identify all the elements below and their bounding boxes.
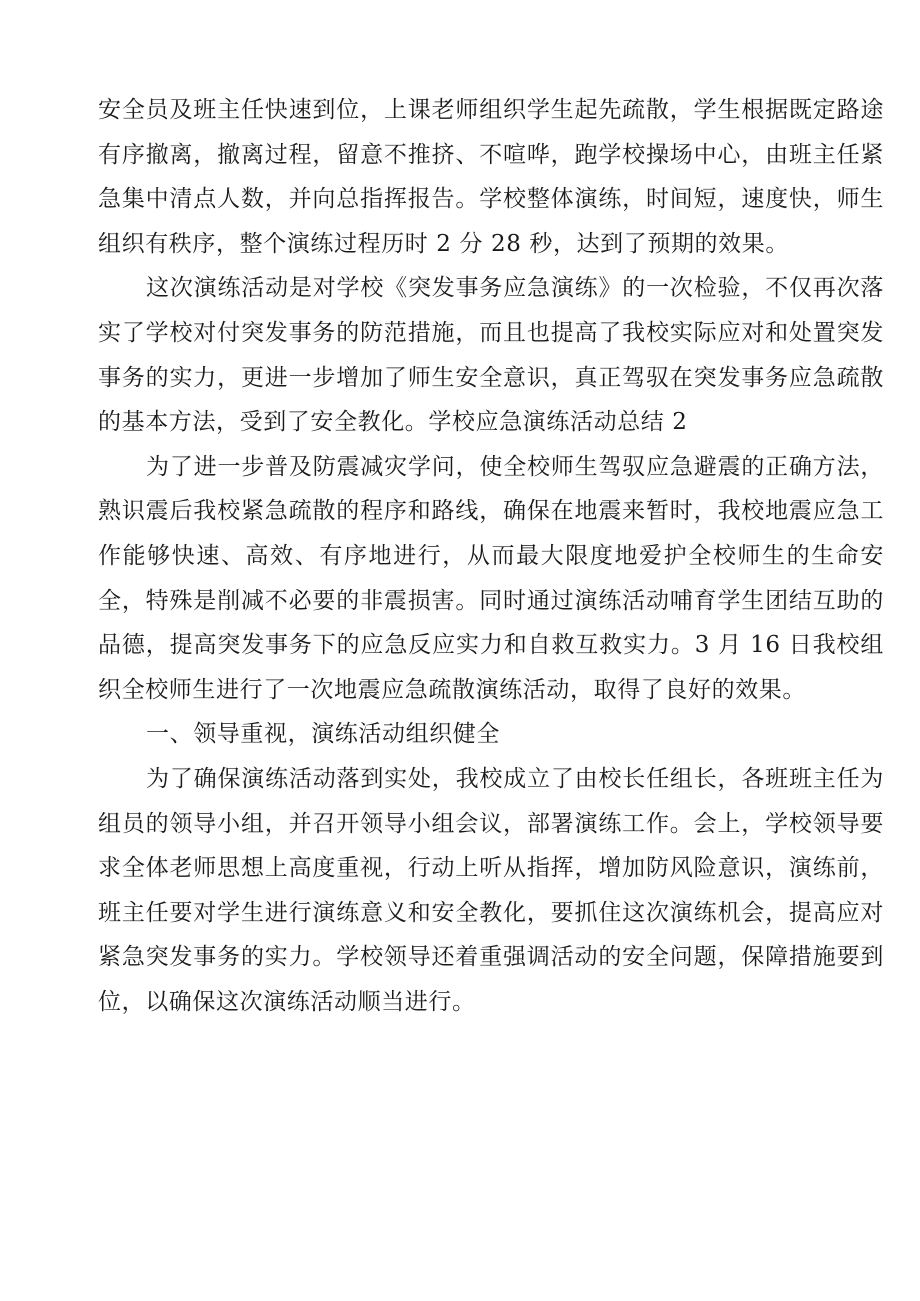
document-body bbox=[98, 88, 884, 1024]
paragraph-drill-evaluation: 这次演练活动是对学校《突发事务应急演练》的一次检验，不仅再次落实了学校对付突发事务的防范措施，而且也提高了我校实际应对和处置突发事务的实力，更进一步增加了师生安全意识，真正驾驭在突发事务应急疏散的基本方法，受到了安全教化。学校应急演练活动总结 2 bbox=[98, 275, 884, 436]
paragraph-earthquake-drill-intro: 为了进一步普及防震减灾学问，使全校师生驾驭应急避震的正确方法，熟识震后我校紧急疏散的程序和路线，确保在地震来暂时，我校地震应急工作能够快速、高效、有序地进行，从而最大限度地爱护全校师生的生命安全，特殊是削减不必要的非震损害。同时通过演练活动哺育学生团结互助的品德，提高突发事务下的应急反应实力和自救互救实力。3 月 16 日我校组织全校师生进行了一次地震应急疏散演练活动，取得了良好的效果。 bbox=[98, 453, 884, 703]
section-heading-leadership: 一、领导重视，演练活动组织健全 bbox=[146, 721, 500, 748]
paragraph-leadership-group: 为了确保演练活动落到实处，我校成立了由校长任组长，各班班主任为组员的领导小组，并召开领导小组会议，部署演练工作。会上，学校领导要求全体老师思想上高度重视，行动上听从指挥，增加防风险意识，演练前，班主任要对学生进行演练意义和安全教化，要抓住这次演练机会，提高应对紧急突发事务的实力。学校领导还着重强调活动的安全问题，保障措施要到位，以确保这次演练活动顺当进行。 bbox=[98, 765, 884, 1015]
paragraph-evacuation-process: 安全员及班主任快速到位，上课老师组织学生起先疏散，学生根据既定路途有序撤离，撤离过程，留意不推挤、不喧哗，跑学校操场中心，由班主任紧急集中清点人数，并向总指挥报告。学校整体演练，时间短，速度快，师生组织有秩序，整个演练过程历时 2 分 28 秒，达到了预期的效果。 bbox=[98, 97, 884, 257]
